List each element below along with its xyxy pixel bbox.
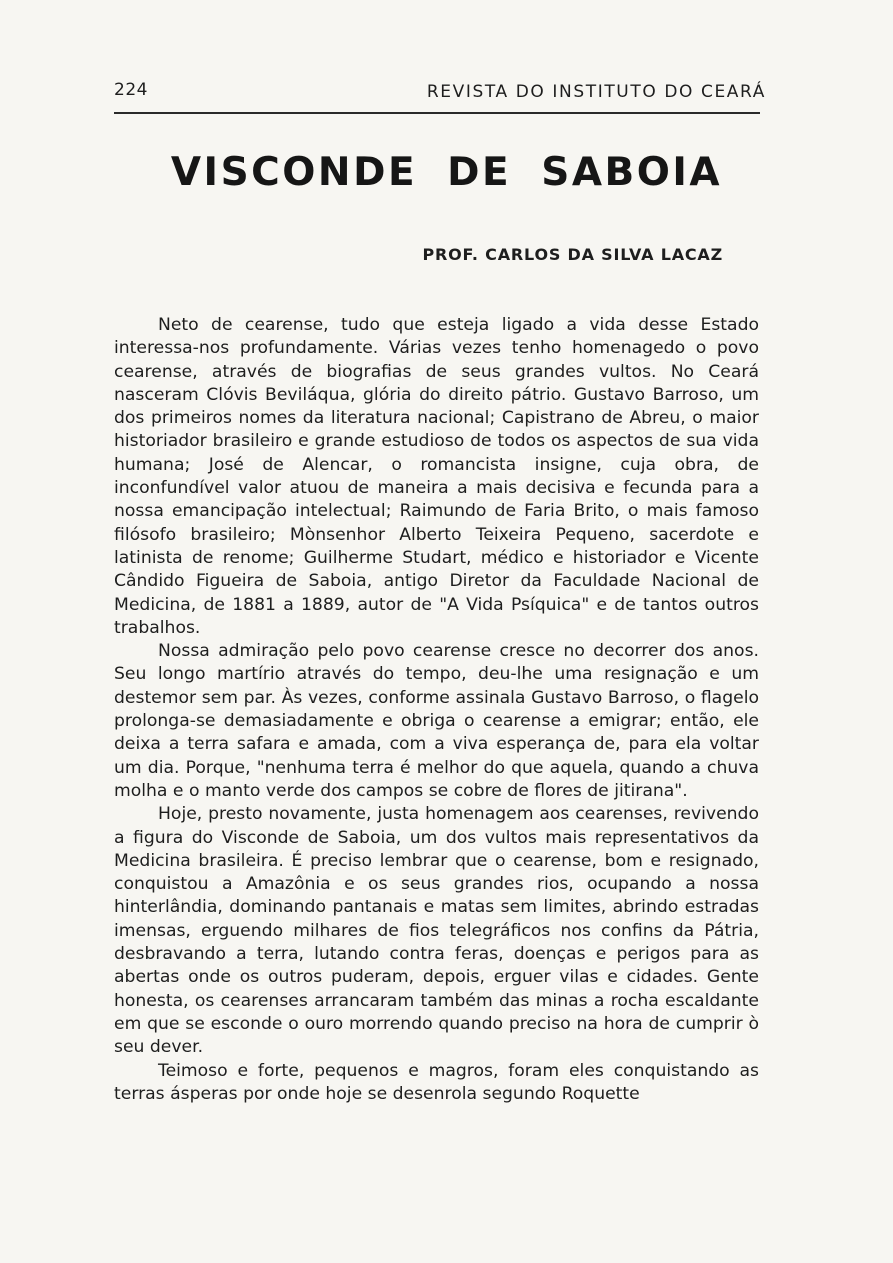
- article-body: [114, 314, 759, 1106]
- page-number: 224: [114, 80, 148, 100]
- article-title: VISCONDE DE SABOIA: [170, 150, 723, 195]
- paragraph: Neto de cearense, tudo que esteja ligado a vida desse Estado interessa-nos profundamente. Várias vezes tenho homenagedo o povo cearense, através de biografias de seus grandes vultos. No Ceará nasceram Clóvis Beviláqua, glória do direito pátrio. Gustavo Barroso, um dos primeiros nomes da literatura nacional; Capistrano de Abreu, o maior historiador brasileiro e grande estudioso de todos os aspectos de sua vida humana; José de Alencar, o romancista insigne, cuja obra, de inconfundível valor atuou de maneira a mais decisiva e fecunda para a nossa emancipação intelectual; Raimundo de Faria Brito, o mais famoso filósofo brasileiro; Mònsenhor Alberto Teixeira Pequeno, sacerdote e latinista de renome; Guilherme Studart, médico e historiador e Vicente Cândido Figueira de Saboia, antigo Diretor da Faculdade Nacional de Medicina, de 1881 a 1889, autor de "A Vida Psíquica" e de tantos outros trabalhos.: [114, 315, 759, 638]
- paragraph: Hoje, presto novamente, justa homenagem aos cearenses, revivendo a figura do Visconde de Saboia, um dos vultos mais representativos da Medicina brasileira. É preciso lembrar que o cearense, bom e resignado, conquistou a Amazônia e os seus grandes rios, ocupando a nossa hinterlândia, dominando pantanais e matas sem limites, abrindo estradas imensas, erguendo milhares de fios telegráficos nos confins da Pátria, desbravando a terra, lutando contra feras, doenças e perigos para as abertas onde os outros puderam, depois, erguer vilas e cidades. Gente honesta, os cearenses arrancaram também das minas a rocha escaldante em que se esconde o ouro morrendo quando preciso na hora de cumprir ò seu dever.: [114, 804, 759, 1058]
- journal-title: REVISTA DO INSTITUTO DO CEARÁ: [426, 82, 766, 102]
- header-rule: [114, 112, 760, 114]
- paragraph: Nossa admiração pelo povo cearense cresce no decorrer dos anos. Seu longo martírio através do tempo, deu-lhe uma resignação e um destemor sem par. Às vezes, conforme assinala Gustavo Barroso, o flagelo prolonga-se demasiadamente e obriga o cearense a emigrar; então, ele deixa a terra safara e amada, com a viva esperança de, para ela voltar um dia. Porque, "nenhuma terra é melhor do que aquela, quando a chuva molha e o manto verde dos campos se cobre de flores de jitirana".: [114, 641, 759, 801]
- running-head: [114, 80, 766, 106]
- paragraph: Teimoso e forte, pequenos e magros, foram eles conquistando as terras ásperas por onde hoje se desenrola segundo Roquette: [114, 1060, 759, 1104]
- article-author: PROF. CARLOS DA SILVA LACAZ: [422, 245, 723, 264]
